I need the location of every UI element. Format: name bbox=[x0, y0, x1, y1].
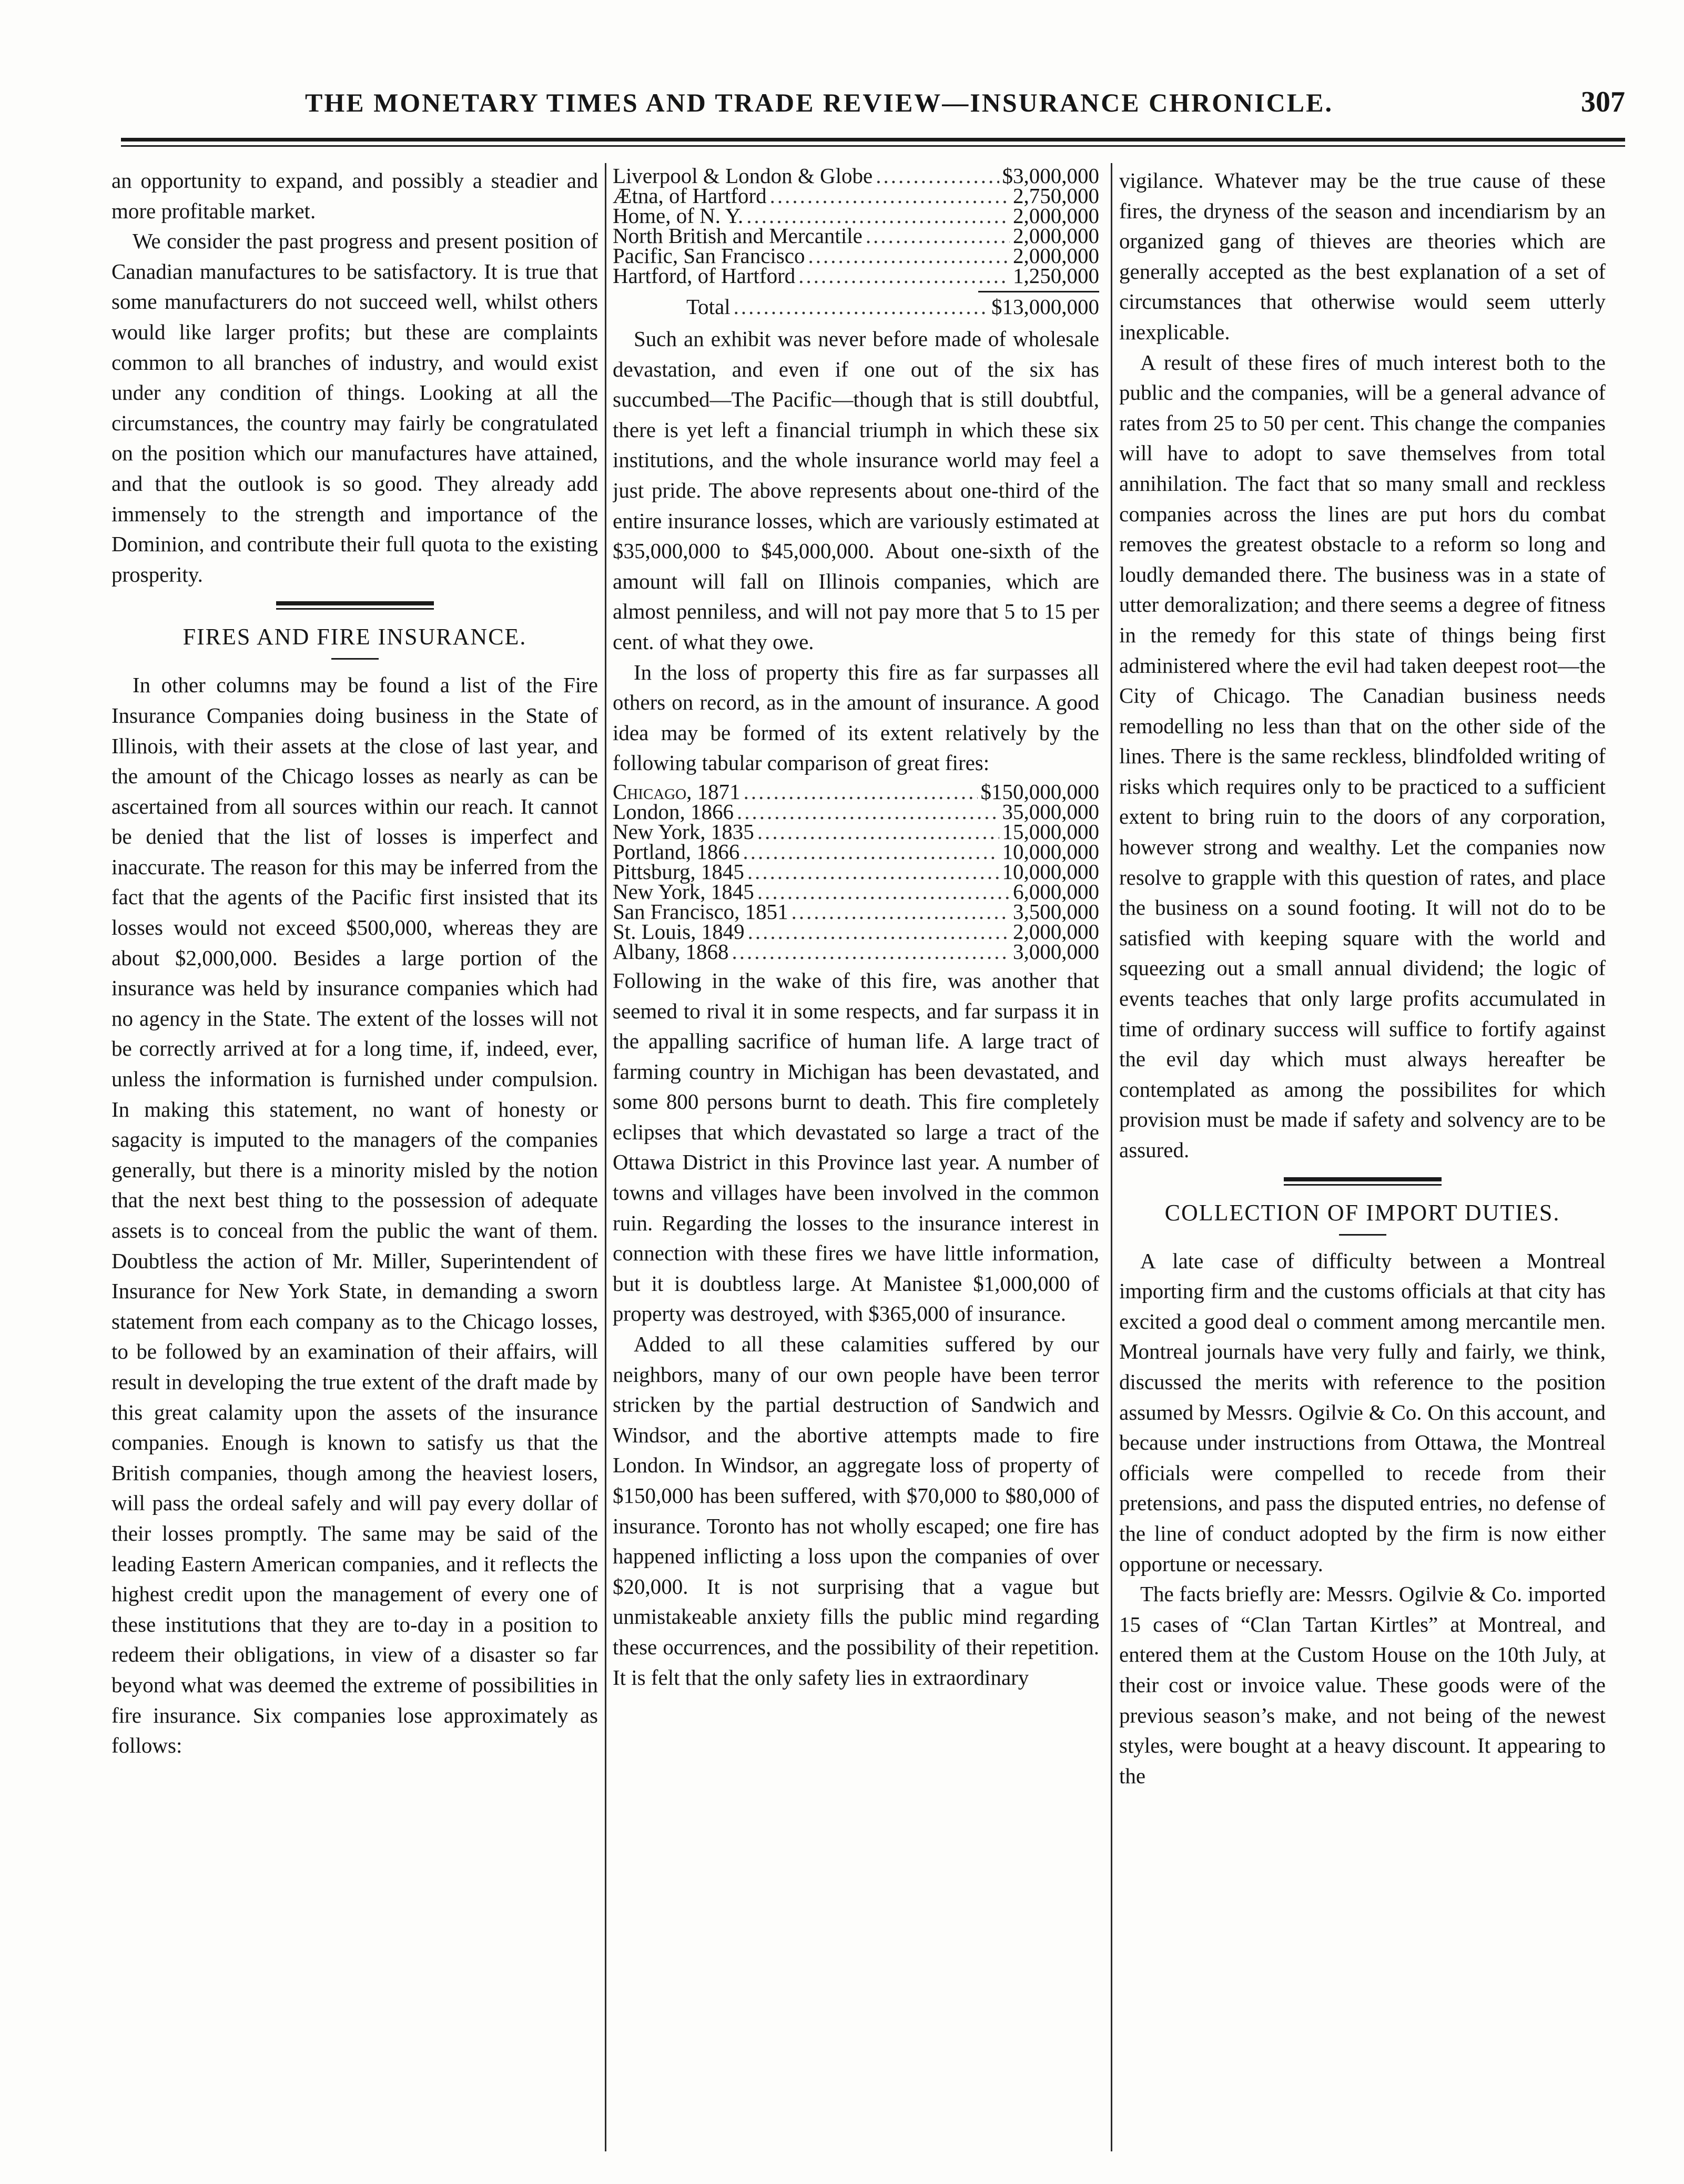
great-fires-table bbox=[613, 779, 1099, 964]
fire-place: New York, 1845 bbox=[613, 879, 754, 904]
table-row bbox=[613, 799, 1099, 824]
total-rule bbox=[978, 291, 1099, 292]
fire-amount: 6,000,000 bbox=[1013, 879, 1099, 904]
fire-place: London, 1866 bbox=[613, 799, 734, 824]
paragraph: The facts briefly are: Messrs. Ogilvie & Co. imported 15 cases of “Clan Tartan Kirtles” at Montreal, and entered them at the Custom House on the 10th July, at their cost or invoice value. These goods were of the previous season’s make, and not being of the newest styles, were bought at a heavy discount. It appearing to the bbox=[1119, 1582, 1606, 1788]
paragraph: Added to all these calamities suffered by our neighbors, many of our own people have been terror stricken by the partial destruction of Sandwich and Windsor, and the abortive attempts made to fire London. In Windsor, an aggregate loss of property of $150,000 has been suffered, with $70,000 to $80,000 of insurance. Toronto has not wholly escaped; one fire has happened inflicting a loss upon the companies of over $20,000. It is not surprising that a vague but unmistakeable anxiety fills the public mind regarding these occurrences, and the possibility of their repetition. It is felt that the only safety lies in extraordinary bbox=[613, 1332, 1099, 1690]
loss-amount: $3,000,000 bbox=[1002, 166, 1099, 188]
fire-amount: 15,000,000 bbox=[1002, 819, 1099, 844]
table-row bbox=[613, 939, 1099, 964]
column-divider bbox=[1111, 163, 1112, 2151]
table-row bbox=[613, 206, 1099, 226]
fire-place: Pittsburg, 1845 bbox=[613, 859, 744, 884]
loss-amount: 2,000,000 bbox=[1013, 224, 1099, 248]
loss-amount: 2,000,000 bbox=[1013, 244, 1099, 268]
company-name: Hartford, of Hartford bbox=[613, 264, 796, 288]
table-row bbox=[613, 899, 1099, 924]
fire-amount: 35,000,000 bbox=[1002, 799, 1099, 824]
fire-place: San Francisco, 1851 bbox=[613, 899, 788, 924]
fire-place: New York, 1835 bbox=[613, 819, 754, 844]
table-row bbox=[613, 226, 1099, 246]
fire-amount: 3,000,000 bbox=[1013, 939, 1099, 964]
section-heading-import-duties: COLLECTION OF IMPORT DUTIES. bbox=[1164, 1199, 1560, 1226]
section-heading-fires: FIRES AND FIRE INSURANCE. bbox=[182, 624, 527, 650]
fire-place: St. Louis, 1849 bbox=[613, 919, 745, 944]
loss-amount: 2,750,000 bbox=[1013, 184, 1099, 208]
table-row bbox=[613, 266, 1099, 286]
paragraph: In the loss of property this fire as far surpasses all others on record, as in the amount of insurance. A good idea may be formed of its extent relatively by the following tabular comparison of great fires: bbox=[613, 660, 1099, 775]
table-row bbox=[613, 779, 1099, 804]
table-row bbox=[613, 819, 1099, 844]
company-name: Pacific, San Francisco bbox=[613, 244, 805, 268]
fire-amount: 10,000,000 bbox=[1002, 839, 1099, 864]
section-ornament-rule bbox=[276, 601, 434, 605]
table-row bbox=[613, 919, 1099, 944]
company-name: Liverpool & London & Globe bbox=[613, 166, 873, 188]
header-rule-thick bbox=[121, 138, 1625, 141]
table-row bbox=[613, 839, 1099, 864]
paragraph: A late case of difficulty between a Montreal importing firm and the customs officials at that city has excited a good deal o comment among mercantile men. Montreal journals have very fully and fairly, we think, discussed the merits with reference to the position assumed by Messrs. Ogilvie & Co. On this account, and because under instructions from Ottawa, the Montreal officials were compelled to recede from their pretensions, and pass the disputed entries, no defense of the line of conduct adopted by the firm is now either opportune or necessary. bbox=[1119, 1248, 1606, 1576]
column-2 bbox=[613, 166, 1099, 2154]
column-3 bbox=[1119, 166, 1606, 2154]
table-row bbox=[613, 186, 1099, 206]
column-1 bbox=[111, 166, 598, 2154]
fire-place: Portland, 1866 bbox=[613, 839, 740, 864]
page-number: 307 bbox=[1581, 86, 1625, 118]
company-losses-table bbox=[613, 166, 1099, 317]
company-name: Ætna, of Hartford bbox=[613, 184, 767, 208]
loss-amount: 2,000,000 bbox=[1013, 204, 1099, 228]
paragraph: A result of these fires of much interest both to the public and the companies, will be a general advance of rates from 25 to 50 per cent. This change the companies will have to adopt to save themselves from total annihilation. The fact that so many small and reckless companies across the lines are put hors du combat removes the greatest obstacle to a reform so long and loudly demanded there. The business was in a state of utter demoralization; and there seems a degree of fitness in the remedy for this state of things being first administered where the evil had taken deepest root—the City of Chicago. The Canadian business needs remodelling no less than that on the other side of the lines. There is the same reckless, blindfolded writing of risks which requires only to be practiced to a sufficient extent to bring ruin to the doors of any corporation, however strong and wealthy. Let the companies now resolve to grapple with this question of rates, and place the business on a sound footing. It will not do to be satisfied with keeping square with the world and squeezing out a small annual dividend; the logic of events teaches that only large profits accumulated in time of ordinary success will suffice to fortify against the evil day which must always hereafter be contemplated as among the possibilites for which provision must be made if safety and solvency are to be assured. bbox=[1119, 350, 1606, 1162]
fire-place: Albany, 1868 bbox=[613, 939, 729, 964]
total-row bbox=[613, 297, 1099, 317]
section-ornament-rule bbox=[276, 608, 434, 610]
paragraph: We consider the past progress and present position of Canadian manufactures to be satisfactory. It is true that some manufacturers do not succeed well, whilst others would like larger profits; but these are complaints common to all branches of industry, and would exist under any condition of things. Looking at all the circumstances, the country may fairly be congratulated on the position which our manufactures have attained, and that the outlook is so good. They already add immensely to the strength and importance of the Dominion, and contribute their full quota to the existing prosperity. bbox=[111, 229, 598, 587]
company-name: Home, of N. Y. bbox=[613, 204, 744, 228]
heading-rule bbox=[331, 658, 379, 660]
page-header bbox=[121, 84, 1625, 132]
fire-amount: $150,000,000 bbox=[980, 779, 1099, 804]
fire-amount: 10,000,000 bbox=[1002, 859, 1099, 884]
section-ornament-rule bbox=[1284, 1184, 1442, 1186]
running-title: THE MONETARY TIMES AND TRADE REVIEW—INSURANCE CHRONICLE. bbox=[305, 88, 1333, 117]
loss-amount: 1,250,000 bbox=[1013, 264, 1099, 288]
column-divider bbox=[605, 163, 606, 2151]
table-row bbox=[613, 246, 1099, 266]
header-rule-thin bbox=[121, 145, 1625, 147]
fire-place: Chicago, 1871 bbox=[613, 779, 740, 804]
paragraph: In other columns may be found a list of the Fire Insurance Companies doing business in the State of Illinois, with their assets at the close of last year, and the amount of the Chicago losses as nearly as can be ascertained from all sources within our reach. It cannot be denied that the list of losses is imperfect and inaccurate. The reason for this may be inferred from the fact that the agents of the Pacific first insisted that its losses would not exceed $500,000, whereas they are about $2,000,000. Besides a large portion of the insurance was held by insurance companies which had no agency in the State. The extent of the losses will not be correctly arrived at for a long time, if, indeed, ever, unless the information is furnished under compulsion. In making this statement, no want of honesty or sagacity is imputed to the managers of the companies generally, but there is a minority misled by the notion that the next best thing to the possession of adequate assets is to conceal from the public the want of them. Doubtless the action of Mr. Miller, Superintendent of Insurance for New York State, in demanding a sworn statement from each company as to the Chicago losses, to be followed by an examination of their affairs, will result in developing the true extent of the draft made by this great calamity upon the assets of the insurance companies. Enough is known to satisfy us that the British companies, though among the heaviest losers, will pass the ordeal safely and will pay every dollar of their losses promptly. The same may be said of the leading Eastern American companies, and it reflects the highest credit upon the management of every one of these institutions that they are to-day in a position to redeem their obligations, in view of a disaster so far beyond what was deemed the extreme of possibilities in fire insurance. Six companies lose approximately as follows: bbox=[111, 673, 598, 1758]
company-name: North British and Mercantile bbox=[613, 224, 863, 248]
fire-amount: 2,000,000 bbox=[1013, 919, 1099, 944]
table-row bbox=[613, 859, 1099, 884]
paragraph: Such an exhibit was never before made of wholesale devastation, and even if one out of the six has succumbed—The Pacific—though that is still doubtful, there is yet left a financial triumph in which these six institutions, and the whole insurance world may feel a just pride. The above represents about one-third of the entire insurance losses, which are variously estimated at $35,000,000 to $45,000,000. About one-sixth of the amount will fall on Illinois companies, which are almost penniless, and will not pay more that 5 to 15 per cent. of what they owe. bbox=[613, 327, 1099, 654]
section-ornament-rule bbox=[1284, 1177, 1442, 1181]
paragraph: an opportunity to expand, and possibly a steadier and more profitable market. bbox=[111, 168, 598, 223]
paragraph: Following in the wake of this fire, was another that seemed to rival it in some respects, and far surpass it in the appalling sacrifice of human life. A large tract of farming country in Michigan has been devastated, and some 800 persons burnt to death. This fire completely eclipses that which devastated so large a tract of the Ottawa District in this Province last year. A number of towns and villages have been involved in the common ruin. Regarding the losses to the insurance interest in connection with these fires we have little information, but it is doubtless large. At Manistee $1,000,000 of property was destroyed, with $365,000 of insurance. bbox=[613, 968, 1099, 1326]
total-label: Total bbox=[686, 295, 731, 319]
heading-rule bbox=[1339, 1234, 1386, 1236]
table-row bbox=[613, 879, 1099, 904]
fire-amount: 3,500,000 bbox=[1013, 899, 1099, 924]
table-row bbox=[613, 166, 1099, 186]
total-amount: $13,000,000 bbox=[991, 295, 1099, 319]
paragraph: vigilance. Whatever may be the true cause of these fires, the dryness of the season and incendiarism by an organized gang of thieves are theories which are generally accepted as the best explanation of a set of circumstances that otherwise would seem utterly inexplicable. bbox=[1119, 168, 1606, 344]
